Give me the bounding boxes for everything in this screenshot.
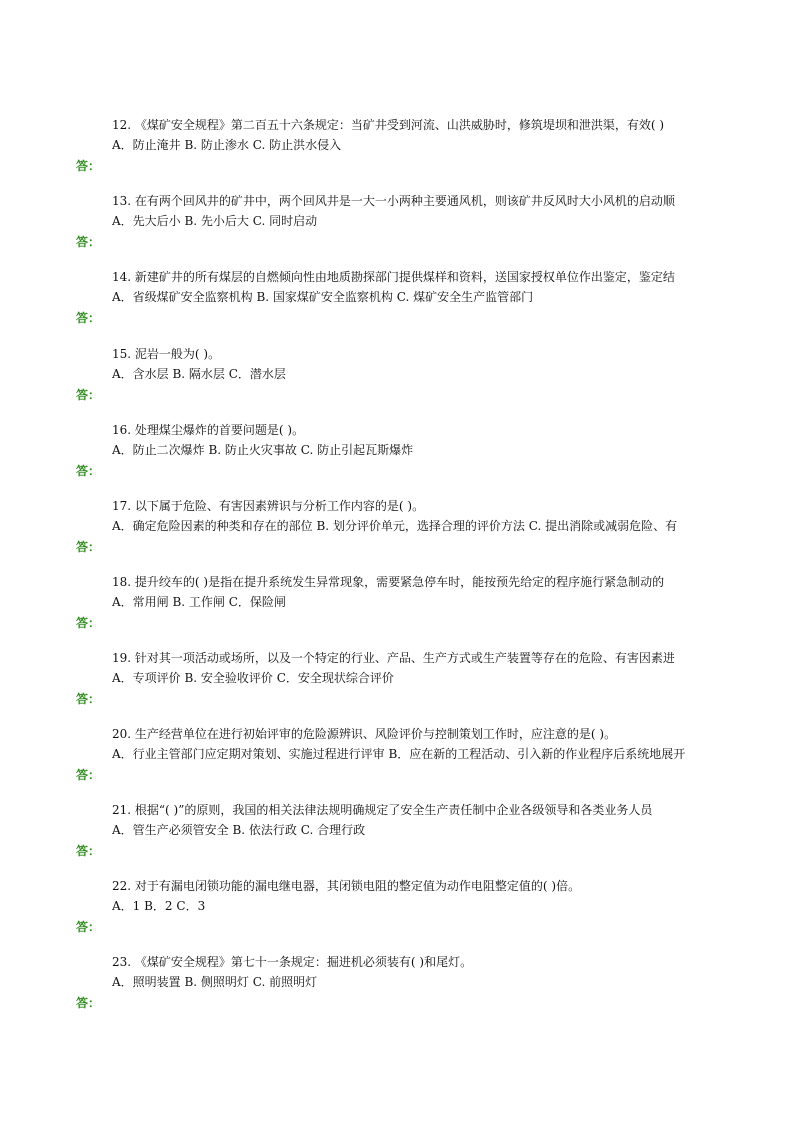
question-options: A．专项评价 B. 安全验收评价 C．安全现状综合评价: [112, 671, 394, 685]
question-13: [0, 192, 793, 268]
question-17: [0, 497, 793, 573]
answer-label: 答：: [76, 540, 101, 554]
question-12: [0, 116, 793, 192]
question-19: [0, 649, 793, 725]
answer-label: 答：: [76, 920, 101, 934]
question-23: [0, 953, 793, 1029]
question-options: A．管生产必须管安全 B. 依法行政 C. 合理行政: [112, 823, 366, 837]
question-text: 17. 以下属于危险、有害因素辨识与分析工作内容的是( )。: [112, 499, 425, 513]
answer-label: 答：: [76, 388, 101, 402]
question-options: A．含水层 B. 隔水层 C．潜水层: [112, 367, 286, 381]
question-options: A．行业主管部门应定期对策划、实施过程进行评审 B．应在新的工程活动、引入新的作业程序后系统地展开: [112, 747, 686, 761]
answer-label: 答：: [76, 616, 101, 630]
answer-label: 答：: [76, 692, 101, 706]
question-18: [0, 573, 793, 649]
answer-label: 答：: [76, 159, 101, 173]
question-text: 14. 新建矿井的所有煤层的自燃倾向性由地质勘探部门提供煤样和资料，送国家授权单位作出鉴定，鉴定结: [112, 270, 675, 284]
question-options: A．常用闸 B. 工作闸 C．保险闸: [112, 595, 286, 609]
question-options: A．防止二次爆炸 B. 防止火灾事故 C. 防止引起瓦斯爆炸: [112, 443, 414, 457]
answer-label: 答：: [76, 768, 101, 782]
question-14: [0, 268, 793, 344]
question-options: A．先大后小 B. 先小后大 C. 同时启动: [112, 214, 318, 228]
answer-label: 答：: [76, 464, 101, 478]
question-15: [0, 345, 793, 421]
question-text: 18. 提升绞车的( )是指在提升系统发生异常现象，需要紧急停车时，能按预先给定的程序施行紧急制动的: [112, 575, 665, 589]
question-options: A．防止淹井 B. 防止渗水 C. 防止洪水侵入: [112, 138, 342, 152]
question-text: 20. 生产经营单位在进行初始评审的危险源辨识、风险评价与控制策划工作时，应注意的是( )。: [112, 727, 617, 741]
question-options: A．照明装置 B. 侧照明灯 C. 前照明灯: [112, 975, 318, 989]
answer-label: 答：: [76, 235, 101, 249]
question-text: 22. 对于有漏电闭锁功能的漏电继电器，其闭锁电阻的整定值为动作电阻整定值的( )倍。: [112, 879, 581, 893]
question-16: [0, 421, 793, 497]
question-21: [0, 801, 793, 877]
question-options: A．1 B．2 C．3: [112, 899, 206, 913]
question-options: A．确定危险因素的种类和存在的部位 B. 划分评价单元，选择合理的评价方法 C. 提出消除或减弱危险、有: [112, 519, 678, 533]
question-text: 19. 针对其一项活动或场所，以及一个特定的行业、产品、生产方式或生产装置等存在的危险、有害因素进: [112, 651, 675, 665]
answer-label: 答：: [76, 844, 101, 858]
answer-label: 答：: [76, 996, 101, 1010]
question-text: 16. 处理煤尘爆炸的首要问题是( )。: [112, 423, 305, 437]
question-text: 15. 泥岩一般为( )。: [112, 347, 221, 361]
question-text: 23. 《煤矿安全规程》第七十一条规定：掘进机必须装有( )和尾灯。: [112, 955, 473, 969]
question-options: A．省级煤矿安全监察机构 B. 国家煤矿安全监察机构 C. 煤矿安全生产监管部门: [112, 290, 534, 304]
question-text: 13. 在有两个回风井的矿井中，两个回风井是一大一小两种主要通风机，则该矿井反风时大小风机的启动顺: [112, 194, 675, 208]
question-text: 12. 《煤矿安全规程》第二百五十六条规定：当矿井受到河流、山洪威胁时，修筑堤坝和泄洪渠，有效( ): [112, 118, 665, 132]
answer-label: 答：: [76, 311, 101, 325]
question-20: [0, 725, 793, 801]
question-22: [0, 877, 793, 953]
question-text: 21. 根据“( )”的原则，我国的相关法律法规明确规定了安全生产责任制中企业各级领导和各类业务人员: [112, 803, 653, 817]
